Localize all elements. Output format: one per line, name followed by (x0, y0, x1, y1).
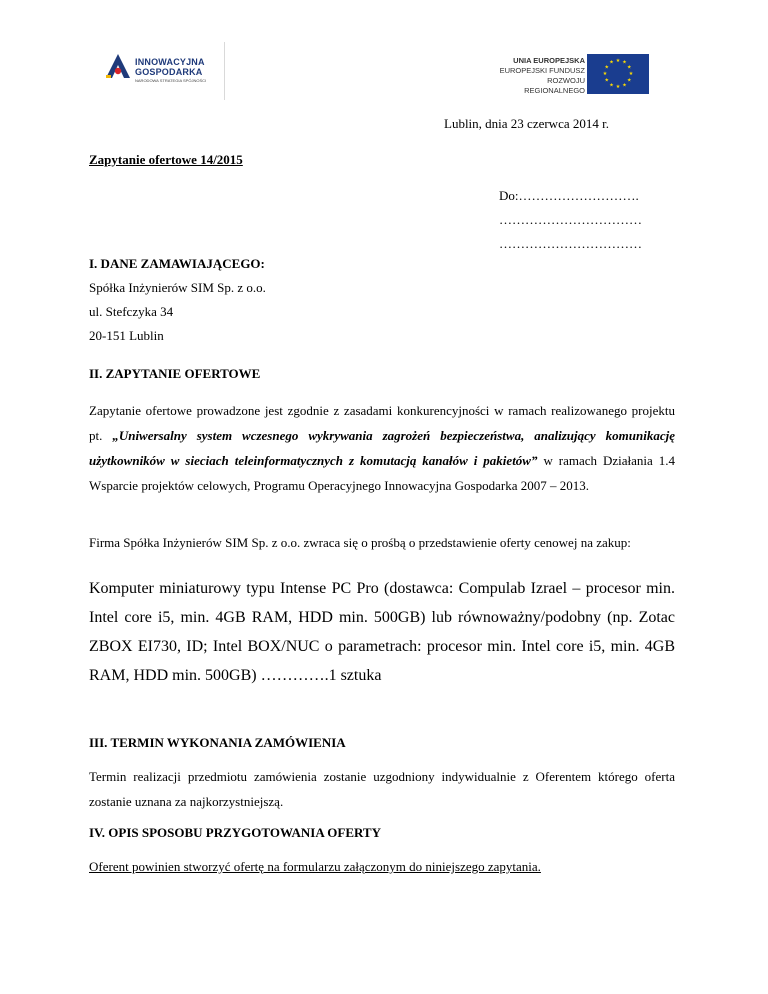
svg-text:★: ★ (622, 82, 627, 89)
svg-text:★: ★ (602, 71, 608, 77)
svg-text:★: ★ (622, 59, 627, 66)
section-2-heading: II. ZAPYTANIE OFERTOWE (89, 366, 261, 381)
logo-left-line2: GOSPODARKA (135, 67, 203, 77)
section-4-heading: IV. OPIS SPOSOBU PRZYGOTOWANIA OFERTY (89, 825, 381, 840)
eu-logo-text (495, 56, 585, 96)
svg-text:★: ★ (615, 58, 621, 64)
ig-logo-icon (104, 52, 132, 80)
logo-left-line1: INNOWACYJNA (135, 57, 205, 67)
svg-text:★: ★ (615, 84, 621, 90)
section-3-paragraph: Termin realizacji przedmiotu zamówienia zostanie uzgodniony indywidualnie z Oferentem którego oferta zostanie uznana za najkorzystniejszą. (89, 769, 675, 809)
recipient-line-1: Do:………………………. (499, 188, 639, 203)
recipient-line-3: …………………………… (499, 236, 642, 251)
document-title: Zapytanie ofertowe 14/2015 (89, 152, 243, 167)
section-3-heading: III. TERMIN WYKONANIA ZAMÓWIENIA (89, 735, 346, 750)
section-2-paragraph-1 (89, 398, 675, 498)
svg-text:★: ★ (627, 64, 632, 71)
section-4-paragraph: Oferent powinien stworzyć ofertę na formularzu załączonym do niniejszego zapytania. (89, 859, 541, 874)
orderer-street: ul. Stefczyka 34 (89, 304, 174, 319)
place-date: Lublin, dnia 23 czerwca 2014 r. (444, 116, 609, 131)
svg-text:★: ★ (627, 77, 632, 84)
svg-text:★: ★ (609, 59, 614, 66)
eu-logo (495, 52, 655, 95)
logo-left-line3: NARODOWA STRATEGIA SPÓJNOŚCI (135, 78, 207, 83)
logo-right-line1: UNIA EUROPEJSKA (513, 56, 585, 65)
svg-text:★: ★ (609, 82, 614, 89)
recipient-line-2: …………………………… (499, 212, 642, 227)
eu-flag-icon (587, 54, 649, 94)
section-2-paragraph-2: Firma Spółka Inżynierów SIM Sp. z o.o. zwraca się o prośbą o przedstawienie oferty cenowej na zakup: (89, 535, 631, 550)
orderer-name: Spółka Inżynierów SIM Sp. z o.o. (89, 280, 266, 295)
svg-text:★: ★ (628, 71, 634, 77)
logo-right-line3: ROZWOJU REGIONALNEGO (524, 76, 585, 95)
orderer-city: 20-151 Lublin (89, 328, 164, 343)
svg-text:★: ★ (604, 77, 609, 84)
innowacyjna-gospodarka-logo (90, 42, 225, 100)
svg-text:★: ★ (604, 64, 609, 71)
logo-right-line2: EUROPEJSKI FUNDUSZ (499, 66, 585, 75)
section-1-heading: I. DANE ZAMAWIAJĄCEGO: (89, 256, 265, 271)
paragraph-1-outro: w ramach Działania 1.4 Wsparcie projektów celowych, Programu Operacyjnego Innowacyjna Gospodarka 2007 – 2013. (89, 453, 675, 493)
paragraph-1-intro: Zapytanie ofertowe prowadzone jest zgodnie z zasadami konkurencyjności w ramach realizowanego projektu pt. (89, 403, 675, 443)
project-title: „Uniwersalny system wczesnego wykrywania zagrożeń bezpieczeństwa, analizujący komunikację użytkowników w sieciach teleinformatycznych z komutacją kanałów i pakietów” (89, 428, 675, 468)
ordered-item: Komputer miniaturowy typu Intense PC Pro (dostawca: Compulab Izrael – procesor min. Intel core i5, min. 4GB RAM, HDD min. 500GB) lub równoważny/podobny (np. Zotac ZBOX EI730, ID; Intel BOX/NUC o parametrach: procesor min. Intel core i5, min. 4GB RAM, HDD min. 500GB) ………….1 sztuka (89, 580, 675, 684)
